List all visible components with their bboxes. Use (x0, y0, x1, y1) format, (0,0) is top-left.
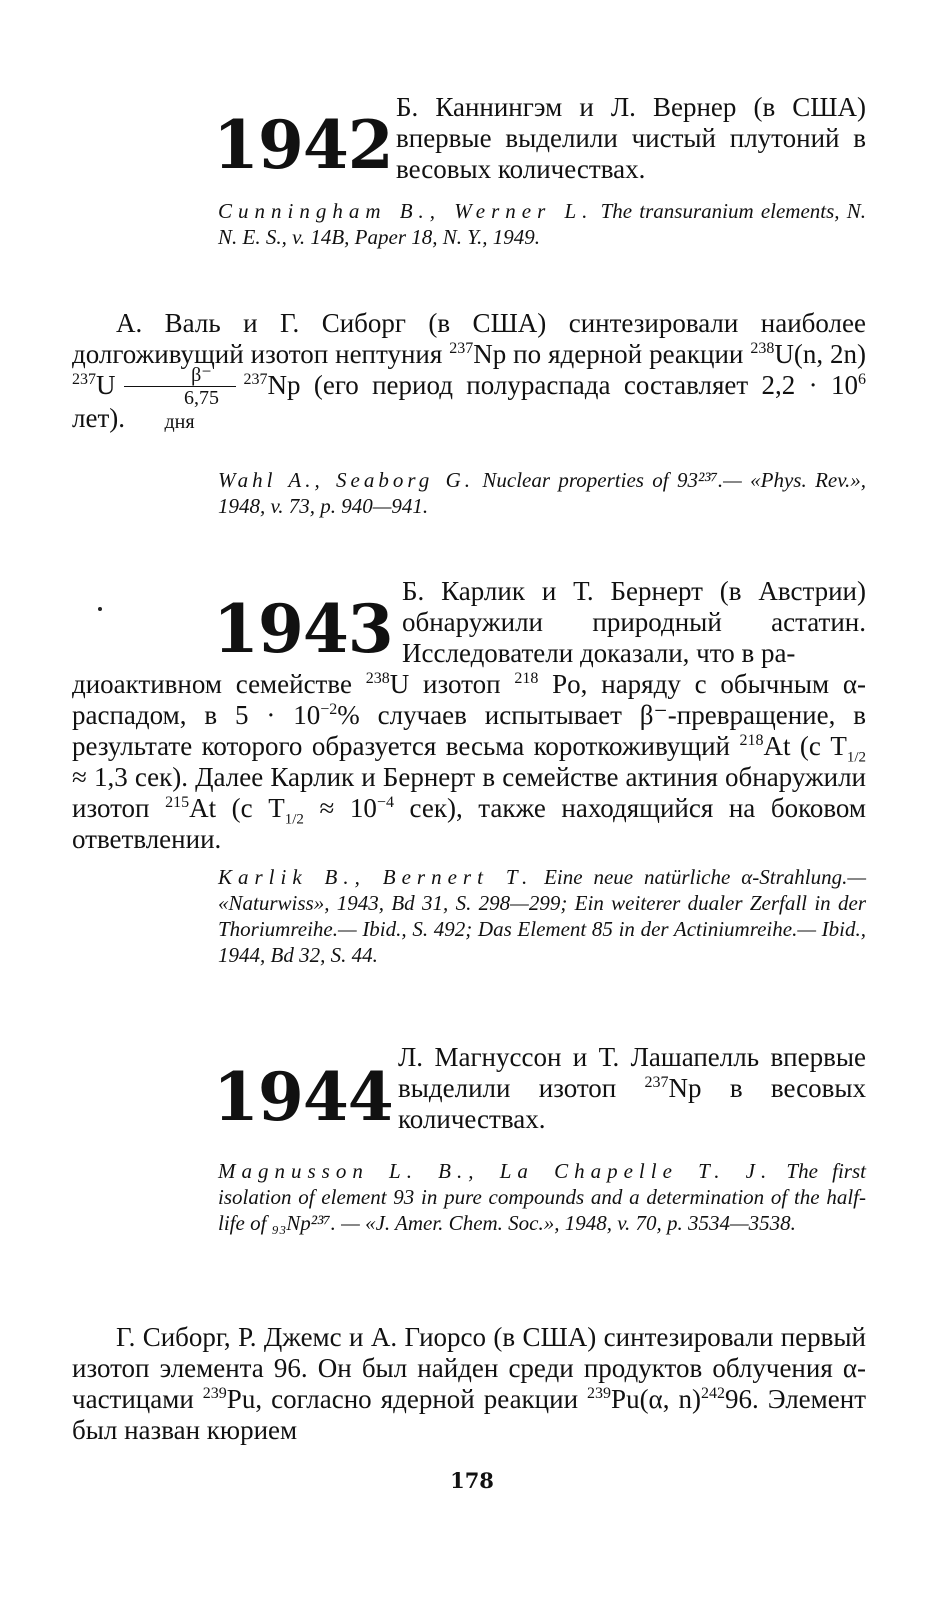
text: U(n, 2n) (774, 339, 867, 369)
text: Г. Сиборг, Р. Джемс и А. Гиорсо (в США) синтезировали первый изотоп элемента 96. Он был найден среди продуктов облучения α-частицами (72, 1322, 866, 1414)
reference-1944 (218, 1158, 866, 1236)
text: А. Валь и Г. Сиборг (в США) синтезировали наиболее долгоживущий изотоп нептуния (72, 308, 866, 369)
entry-1942-text: Б. Каннингэм и Л. Вернер (в США) впервые выделили чистый плутоний в весовых количествах. (396, 92, 866, 184)
page-number: 178 (450, 1468, 494, 1493)
mass-number: 218 (739, 732, 764, 749)
reference-title: Eine neue natürliche α-Strahlung.— «Naturwiss», 1943, Bd 31, S. 298—299; Ein weiterer dualer Zerfall in der Thoriumreihe.— Ibid., S. 492; Das Element 85 in der Actiniumreihe.— Ibid., 1944, Bd 32, S. 44. (218, 865, 866, 967)
exponent: −2 (320, 701, 338, 718)
year-heading-1942: 1942 (213, 106, 393, 184)
subscript: 1/2 (846, 749, 866, 766)
text: Np (его период полураспада составляет 2,2 · 10 (267, 370, 858, 400)
exponent: −4 (376, 794, 394, 811)
year-heading-1944: 1944 (213, 1058, 393, 1136)
text: Np по ядерной реакции (473, 339, 744, 369)
subscript: 1/2 (284, 811, 304, 828)
reference-author: Karlik B., Bernert T. (218, 865, 534, 889)
reference-author: Magnusson L. B., La Chapelle T. J. (218, 1159, 773, 1183)
reference-title: Nuclear properties of 93²³⁷.— «Phys. Rev.», 1948, v. 73, p. 940—941. (218, 468, 866, 518)
reference-author: Wahl A., Seaborg G. (218, 468, 475, 492)
reference-1942 (218, 198, 866, 250)
mass-number: 237 (243, 371, 268, 388)
text: Po, наряду с обычным α-распадом, в 5 · 10 (72, 669, 867, 730)
mass-number: 239 (587, 1385, 612, 1402)
mass-number: 215 (165, 794, 190, 811)
year-heading-1943: 1943 (213, 590, 393, 668)
text: At (с T (763, 731, 847, 761)
mass-number: 239 (202, 1385, 227, 1402)
text: U изотоп (389, 669, 515, 699)
text: ≈ 1,3 сек). Далее Карлик и Бернерт в семействе актиния обнаружили изотоп (72, 762, 866, 823)
reference-1943 (218, 864, 866, 968)
text: сек), также находящийся на боковом ответвлении. (72, 793, 866, 854)
reference-title: The first isolation of element 93 in pure compounds and a determination of the half-life of ₉₃Np²³⁷. — «J. Amer. Chem. Soc.», 1948, v. 70, p. 3534—3538. (218, 1159, 866, 1235)
text: At (с T (189, 793, 285, 823)
text: Л. Магнуссон и Т. Лашапелль впервые выделили изотоп (398, 1042, 866, 1103)
text: Pu, согласно ядерной реакции (226, 1384, 588, 1414)
text: диоактивном семействе (72, 669, 366, 699)
mass-number: 242 (700, 1385, 725, 1402)
text: Pu(α, n) (611, 1384, 701, 1414)
paragraph-neptunium (72, 308, 866, 434)
entry-1944-text (398, 1042, 866, 1135)
paragraph-curium (72, 1322, 866, 1446)
mass-number: 237 (72, 371, 96, 388)
text: ≈ 10 (303, 793, 377, 823)
paragraph-astatine (72, 669, 866, 855)
exponent: 6 (858, 371, 866, 388)
mass-number: 237 (644, 1074, 669, 1091)
mass-number: 237 (449, 340, 474, 357)
reference-title: The transuranium elements, N. N. E. S., v. 14B, Paper 18, N. Y., 1949. (218, 199, 867, 249)
decay-type: β⁻ (191, 364, 212, 387)
decay-arrow (124, 364, 236, 434)
mass-number: 218 (514, 670, 539, 687)
text: % случаев испытывает β⁻-превращение, в результате которого образуется весьма короткоживущий (72, 700, 866, 761)
reference-author: Cunningham B., Werner L. (218, 199, 594, 223)
text: лет). (72, 403, 125, 434)
print-speck (98, 607, 102, 611)
text: U (96, 370, 116, 400)
mass-number: 238 (365, 670, 390, 687)
text: Np в весовых количествах. (398, 1073, 866, 1134)
mass-number: 238 (750, 340, 775, 357)
half-life: 6,75 дня (164, 387, 219, 434)
entry-1943-side-text: Б. Карлик и Т. Бернерт (в Австрии) обнаружили природный астатин. Исследователи доказали, что в ра- (402, 576, 866, 668)
reference-wahl (218, 467, 866, 519)
text: 96. Элемент был назван кюрием (72, 1384, 866, 1445)
